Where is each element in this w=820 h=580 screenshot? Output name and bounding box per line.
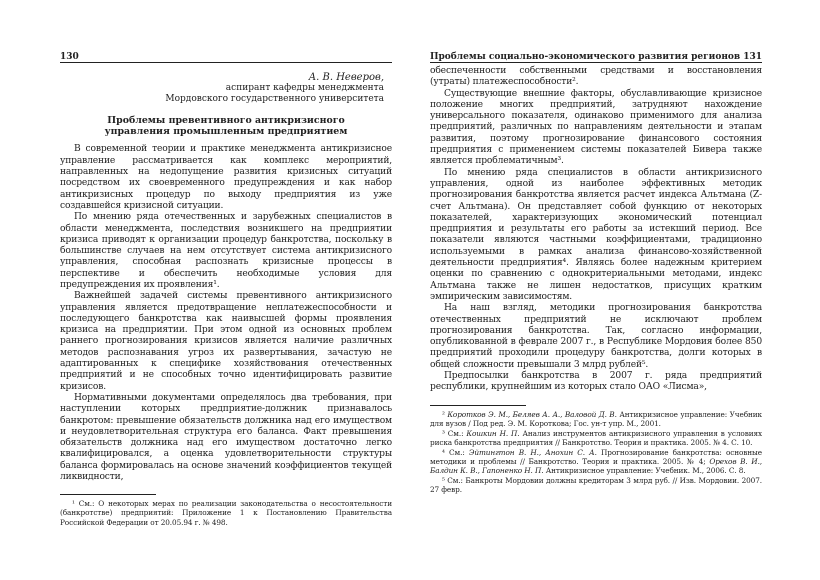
- left-page-number: 130: [60, 52, 79, 62]
- article-title: Проблемы превентивного антикризисного управления промышленным предприятием: [104, 114, 348, 138]
- left-page-header: [60, 46, 392, 63]
- footnote: ¹ См.: О некоторых мерах по реализации законодательства о несостоятельности (банкротстве) предприятий: Приложение 1 к Постановлению Правительства Российской Федерации от 20.05.94 г. № 498.: [60, 499, 392, 527]
- footnote: ³ См.: Кошкин Н. П. Анализ инструментов антикризисного управления в условиях риска банкротства предприятия // Банкротство. Теория и практика. 2005. № 4. С. 10.: [430, 428, 762, 447]
- paragraph: Существующие внешние факторы, обуславливающие кризисное положение многих предприятий, затрудняют нахождение универсального показателя, одинаково применимого для анализа предприятий, различных по направлениям деятельности и этапам развития, поэтому прогнозирование финансового состояния предприятия с применением системы показателей Бивера также является проблематичным³.: [430, 88, 762, 167]
- left-footnotes: [60, 499, 392, 526]
- author-block: [60, 72, 384, 106]
- paragraph: По мнению ряда специалистов в области антикризисного управления, одной из наиболее эффективных методик прогнозирования банкротства является расчет индекса Альтмана (Z-счет Альтмана). Он представляет собой функцию от некоторых показателей, характеризующих экономический потенциал предприятия и результаты его работы за истекший период. Все показатели являются частными коэффициентами, традиционно используемыми в рамках анализа финансово-хозяйственной деятельности предприятия⁴. Являясь более надежным критерием оценки по сравнению с однокритериальными методами, индекс Альтмана также не лишен недостатков, присущих кратким эмпирическим зависимостям.: [430, 167, 762, 302]
- footnote: ⁴ См.: Эйтингтон В. Н., Анохин С. А. Прогнозирование банкротства: основные методики и проблемы // Банкротство. Теория и практика. 2005. № 4; Орехов В. И., Балдин К. В., Гапоненко Н. П. Антикризисное управление: Учебник. М., 2006. С. 8.: [430, 447, 763, 476]
- footnote: ⁵ См.: Банкроты Мордовии должны кредиторам 3 млрд руб. // Изв. Мордовии. 2007. 27 февр.: [430, 476, 762, 495]
- right-page: [410, 0, 820, 580]
- paragraph: По мнению ряда отечественных и зарубежных специалистов в области менеджмента, последствия возникшего на предприятии кризиса приводят к организации процедур банкротства, поскольку в большинстве случаев на нем отсутствует система антикризисного управления, способная распознать кризисные процессы в перспективе и обеспечить необходимые условия для предупреждения их проявления¹.: [60, 212, 392, 290]
- right-footnotes: [430, 410, 762, 495]
- author-affiliation: Мордовского государственного университета: [165, 94, 384, 105]
- right-body-text: [430, 66, 762, 394]
- paragraph: Нормативными документами определялось два требования, при наступлении которых предприятие-должник признавалось банкротом: превышение обязательств должника над его имуществом и неудовлетворительная структура его баланса. Факт превышения обязательств должника над его имуществом достаточно легко квалифицировался, а оценка удовлетворительности структуры баланса формировалась на основе значений коэффициентов текущей ликвидности,: [60, 392, 392, 483]
- paragraph: Предпосылки банкротства в 2007 г. ряда предприятий республики, крупнейшим из которых стало ОАО «Лисма»,: [430, 371, 762, 393]
- author-position: аспирант кафедры менеджмента: [225, 83, 384, 94]
- footnote: ² Коротков Э. М., Беляев А. А., Валовой Д. В. Антикризисное управление: Учебник для вузов / Под ред. Э. М. Короткова; Гос. ун-т упр. М., 2001.: [430, 409, 762, 428]
- paragraph: Важнейшей задачей системы превентивного антикризисного управления является предотвращение неплатежеспособности и последующего банкротства как наивысшей формы проявления кризиса на предприятии. При этом одной из основных проблем раннего прогнозирования кризисов является наличие различных методов распознавания угроз их развертывания, зачастую не адаптированных к специфике хозяйствования отечественных предприятий и не способных точно идентифицировать развитие кризисов.: [60, 291, 392, 392]
- footnote-divider: [430, 405, 526, 406]
- author-name: А. В. Неверов,: [308, 72, 384, 83]
- left-body-text: [60, 144, 392, 483]
- paragraph: обеспеченности собственными средствами и восстановления (утраты) платежеспособности².: [430, 66, 762, 88]
- right-page-header: [430, 46, 762, 63]
- right-page-number: 131: [743, 52, 762, 62]
- paragraph: В современной теории и практике менеджмента антикризисное управление рассматривается как комплекс мероприятий, направленных на недопущение развития кризисных ситуаций посредством их своевременного предупреждения и как набор антикризисных процедур по выходу предприятия из уже создавшейся кризисной ситуации.: [60, 144, 392, 211]
- running-title: Проблемы социально-экономического развития регионов: [430, 52, 741, 62]
- left-column: [60, 72, 392, 527]
- right-column: [430, 66, 762, 494]
- footnote-divider: [60, 494, 156, 495]
- paragraph: На наш взгляд, методики прогнозирования банкротства отечественных предприятий не исключают проблем прогнозирования банкротства. Так, согласно информации, опубликованной в феврале 2007 г., в Республике Мордовия более 850 предприятий проходили процедуру банкротства, долги которых в общей сложности превышали 3 млрд рублей⁵.: [430, 303, 762, 370]
